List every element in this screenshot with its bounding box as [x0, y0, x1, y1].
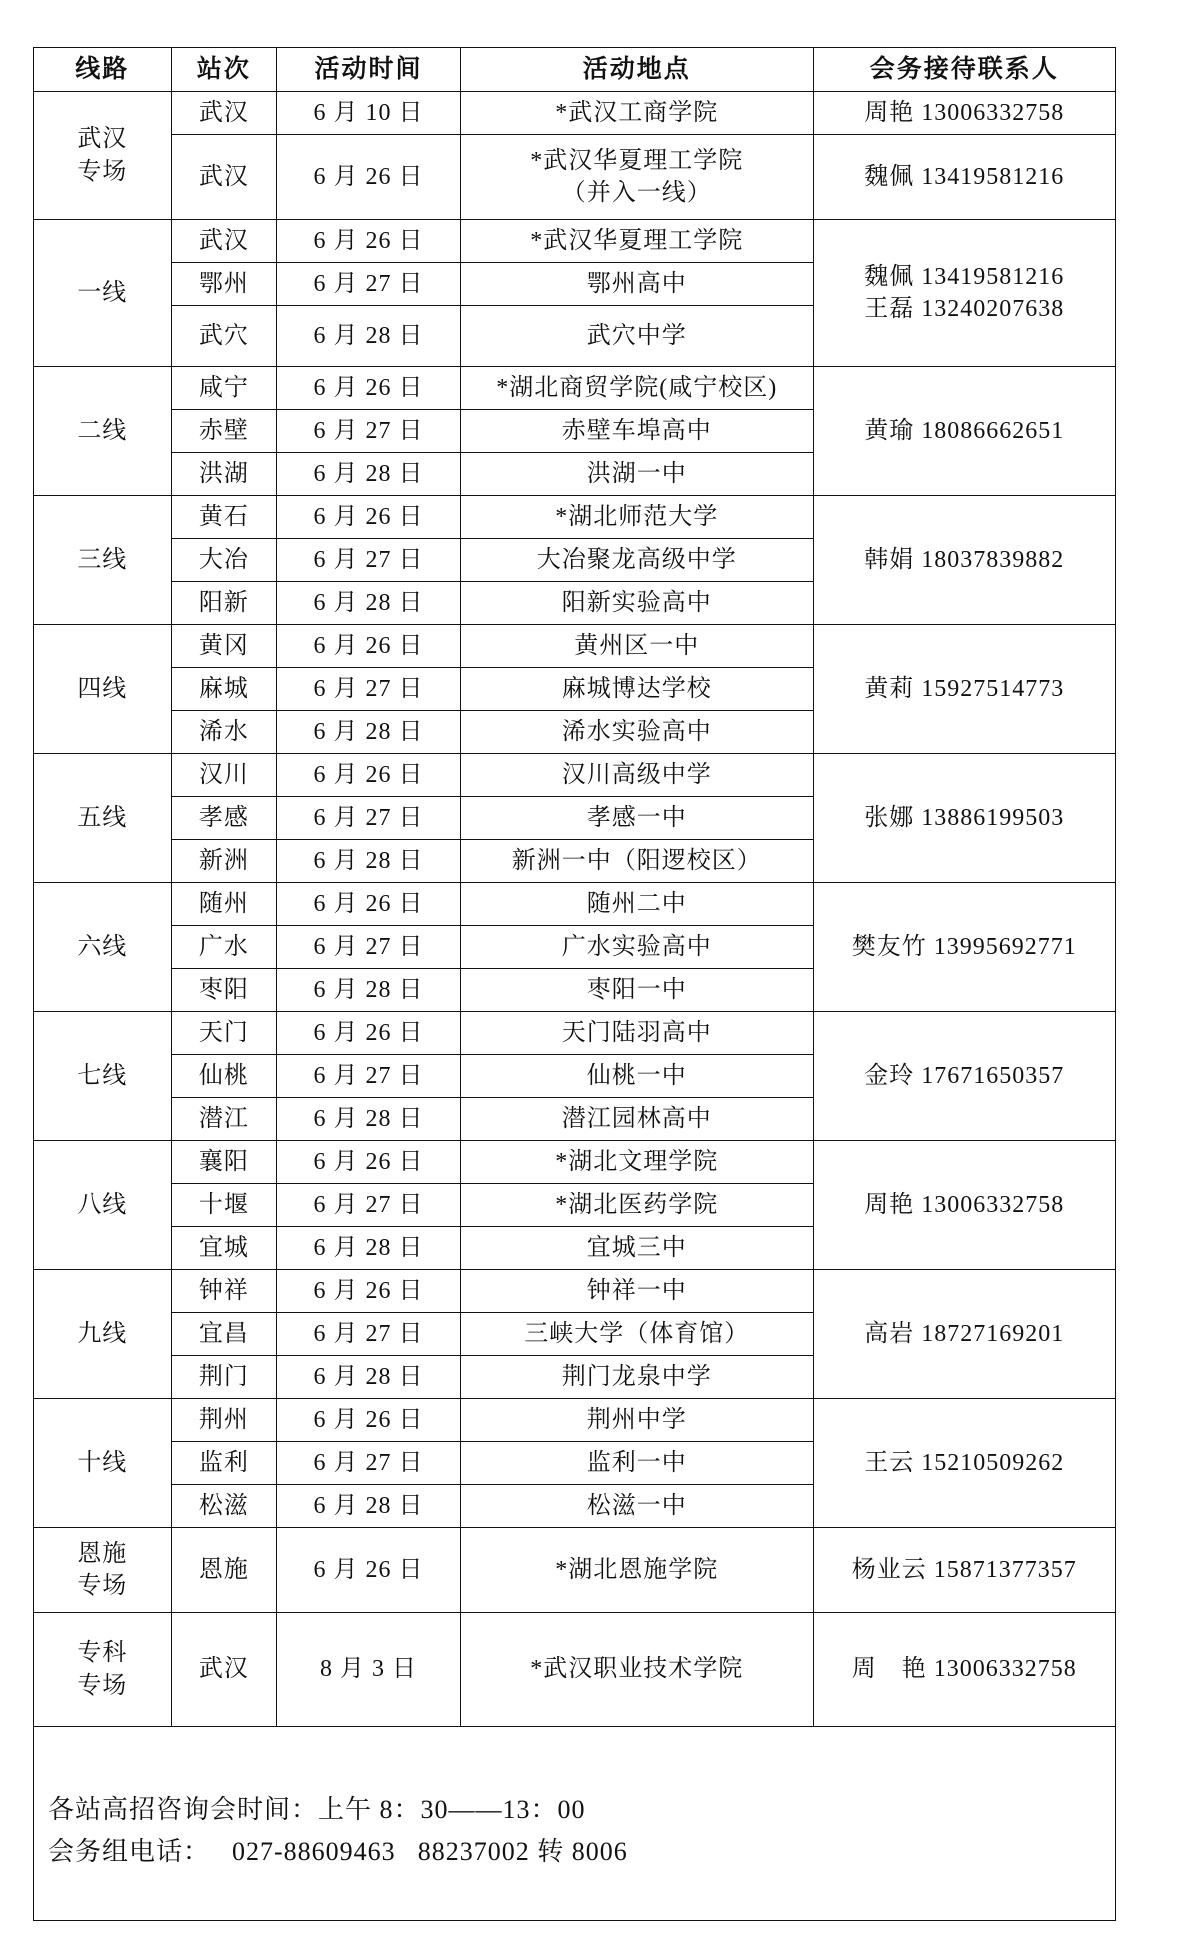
venue-cell: *湖北商贸学院(咸宁校区) — [460, 367, 813, 410]
venue-cell: *武汉职业技术学院 — [460, 1613, 813, 1727]
line-label: 五线 — [34, 754, 172, 883]
footer-row — [34, 1727, 1116, 1921]
phone-number-1: 027-88609463 — [232, 1837, 396, 1866]
contact-cell: 高岩 18727169201 — [813, 1270, 1115, 1399]
date-cell: 6 月 26 日 — [277, 1270, 461, 1313]
station-cell: 宜城 — [171, 1227, 276, 1270]
venue-cell: 汉川高级中学 — [460, 754, 813, 797]
schedule-table — [33, 47, 1116, 1921]
line-label: 一线 — [34, 220, 172, 367]
table-row — [34, 1270, 1116, 1313]
table-row — [34, 496, 1116, 539]
date-cell: 6 月 10 日 — [277, 92, 461, 135]
date-cell: 6 月 28 日 — [277, 711, 461, 754]
station-cell: 洪湖 — [171, 453, 276, 496]
line-label: 三线 — [34, 496, 172, 625]
date-cell: 6 月 27 日 — [277, 926, 461, 969]
venue-cell: 阳新实验高中 — [460, 582, 813, 625]
date-cell: 6 月 27 日 — [277, 263, 461, 306]
table-row — [34, 1399, 1116, 1442]
station-cell: 天门 — [171, 1012, 276, 1055]
table-row — [34, 1613, 1116, 1727]
venue-cell: 天门陆羽高中 — [460, 1012, 813, 1055]
header-contact: 会务接待联系人 — [813, 48, 1115, 92]
date-cell: 6 月 26 日 — [277, 625, 461, 668]
contact-text: 魏佩 13419581216 — [864, 263, 1065, 290]
table-row — [34, 92, 1116, 135]
line-label: 六线 — [34, 883, 172, 1012]
header-date: 活动时间 — [277, 48, 461, 92]
table-row — [34, 1141, 1116, 1184]
date-cell: 6 月 26 日 — [277, 367, 461, 410]
station-cell: 麻城 — [171, 668, 276, 711]
station-cell: 阳新 — [171, 582, 276, 625]
venue-note: （并入一线） — [561, 180, 712, 206]
venue-cell: *武汉华夏理工学院 — [460, 220, 813, 263]
contact-cell: 韩娟 18037839882 — [813, 496, 1115, 625]
contact-cell: 张娜 13886199503 — [813, 754, 1115, 883]
venue-cell: 广水实验高中 — [460, 926, 813, 969]
header-line: 线路 — [34, 48, 172, 92]
date-cell: 8 月 3 日 — [277, 1613, 461, 1727]
header-venue: 活动地点 — [460, 48, 813, 92]
contact-cell: 魏佩 13419581216 — [813, 135, 1115, 220]
venue-cell: 荆州中学 — [460, 1399, 813, 1442]
date-cell: 6 月 27 日 — [277, 1313, 461, 1356]
line-label: 七线 — [34, 1012, 172, 1141]
date-cell: 6 月 27 日 — [277, 539, 461, 582]
contact-cell: 杨业云 15871377357 — [813, 1528, 1115, 1613]
station-cell: 仙桃 — [171, 1055, 276, 1098]
date-cell: 6 月 26 日 — [277, 1399, 461, 1442]
contact-cell: 黄瑜 18086662651 — [813, 367, 1115, 496]
station-cell: 浠水 — [171, 711, 276, 754]
table-row — [34, 135, 1116, 220]
line-label-text: 专场 — [77, 158, 128, 185]
date-cell: 6 月 28 日 — [277, 1485, 461, 1528]
date-cell: 6 月 27 日 — [277, 1055, 461, 1098]
contact-cell: 王云 15210509262 — [813, 1399, 1115, 1528]
station-cell: 十堰 — [171, 1184, 276, 1227]
contact-cell: 黄莉 15927514773 — [813, 625, 1115, 754]
venue-cell: *湖北师范大学 — [460, 496, 813, 539]
date-cell: 6 月 28 日 — [277, 582, 461, 625]
contact-cell: 周艳 13006332758 — [813, 92, 1115, 135]
table-row — [34, 220, 1116, 263]
venue-cell: *湖北恩施学院 — [460, 1528, 813, 1613]
venue-cell: 三峡大学（体育馆） — [460, 1313, 813, 1356]
phone-label: 会务组电话： — [48, 1837, 211, 1866]
venue-cell: 监利一中 — [460, 1442, 813, 1485]
venue-cell: *武汉工商学院 — [460, 92, 813, 135]
station-cell: 武汉 — [171, 135, 276, 220]
consult-time-line — [48, 1789, 1115, 1831]
station-cell: 武汉 — [171, 1613, 276, 1727]
line-label: 四线 — [34, 625, 172, 754]
line-label — [34, 92, 172, 220]
date-cell: 6 月 27 日 — [277, 668, 461, 711]
venue-cell: 浠水实验高中 — [460, 711, 813, 754]
line-label — [34, 1528, 172, 1613]
station-cell: 黄石 — [171, 496, 276, 539]
venue-cell: 赤壁车埠高中 — [460, 410, 813, 453]
header-row — [34, 48, 1116, 92]
contact-cell: 周艳 13006332758 — [813, 1141, 1115, 1270]
venue-cell: 麻城博达学校 — [460, 668, 813, 711]
header-station: 站次 — [171, 48, 276, 92]
station-cell: 枣阳 — [171, 969, 276, 1012]
venue-cell: 钟祥一中 — [460, 1270, 813, 1313]
date-cell: 6 月 27 日 — [277, 1442, 461, 1485]
station-cell: 鄂州 — [171, 263, 276, 306]
station-cell: 潜江 — [171, 1098, 276, 1141]
venue-cell: 新洲一中（阳逻校区） — [460, 840, 813, 883]
station-cell: 大冶 — [171, 539, 276, 582]
line-label-text: 恩施 — [77, 1540, 128, 1567]
venue-cell: 枣阳一中 — [460, 969, 813, 1012]
venue-cell: 随州二中 — [460, 883, 813, 926]
contact-cell: 樊友竹 13995692771 — [813, 883, 1115, 1012]
line-label-text: 武汉 — [77, 126, 128, 153]
contact-text: 王磊 13240207638 — [864, 296, 1065, 322]
venue-cell: 鄂州高中 — [460, 263, 813, 306]
station-cell: 荆州 — [171, 1399, 276, 1442]
table-row — [34, 1012, 1116, 1055]
station-cell: 监利 — [171, 1442, 276, 1485]
venue-cell: 洪湖一中 — [460, 453, 813, 496]
date-cell: 6 月 28 日 — [277, 1098, 461, 1141]
venue-cell: 松滋一中 — [460, 1485, 813, 1528]
venue-cell: 宜城三中 — [460, 1227, 813, 1270]
date-cell: 6 月 26 日 — [277, 883, 461, 926]
table-row — [34, 1528, 1116, 1613]
date-cell: 6 月 28 日 — [277, 969, 461, 1012]
date-cell: 6 月 26 日 — [277, 1528, 461, 1613]
table-row — [34, 625, 1116, 668]
station-cell: 随州 — [171, 883, 276, 926]
date-cell: 6 月 26 日 — [277, 1141, 461, 1184]
station-cell: 恩施 — [171, 1528, 276, 1613]
line-label — [34, 1613, 172, 1727]
line-label-text: 专场 — [77, 1573, 128, 1599]
station-cell: 新洲 — [171, 840, 276, 883]
station-cell: 黄冈 — [171, 625, 276, 668]
footer-cell — [34, 1727, 1116, 1921]
phone-number-2: 88237002 转 8006 — [417, 1837, 628, 1866]
station-cell: 武汉 — [171, 92, 276, 135]
venue-cell: 大冶聚龙高级中学 — [460, 539, 813, 582]
table-row — [34, 367, 1116, 410]
venue-cell: 孝感一中 — [460, 797, 813, 840]
date-cell: 6 月 26 日 — [277, 496, 461, 539]
date-cell: 6 月 27 日 — [277, 410, 461, 453]
station-cell: 宜昌 — [171, 1313, 276, 1356]
date-cell: 6 月 26 日 — [277, 1012, 461, 1055]
station-cell: 咸宁 — [171, 367, 276, 410]
venue-cell: 仙桃一中 — [460, 1055, 813, 1098]
station-cell: 广水 — [171, 926, 276, 969]
station-cell: 赤壁 — [171, 410, 276, 453]
venue-cell: 黄州区一中 — [460, 625, 813, 668]
line-label: 十线 — [34, 1399, 172, 1528]
venue-cell: *湖北医药学院 — [460, 1184, 813, 1227]
line-label-text: 专场 — [77, 1672, 128, 1699]
date-cell: 6 月 28 日 — [277, 840, 461, 883]
venue-cell — [460, 135, 813, 220]
station-cell: 武汉 — [171, 220, 276, 263]
line-label: 二线 — [34, 367, 172, 496]
date-cell: 6 月 28 日 — [277, 453, 461, 496]
station-cell: 武穴 — [171, 306, 276, 367]
venue-text: *武汉华夏理工学院 — [530, 147, 744, 174]
contact-cell: 金玲 17671650357 — [813, 1012, 1115, 1141]
line-label: 八线 — [34, 1141, 172, 1270]
station-cell: 松滋 — [171, 1485, 276, 1528]
date-cell: 6 月 28 日 — [277, 1227, 461, 1270]
date-cell: 6 月 26 日 — [277, 135, 461, 220]
venue-cell: 潜江园林高中 — [460, 1098, 813, 1141]
phone-line — [48, 1831, 1115, 1873]
table-row — [34, 754, 1116, 797]
station-cell: 襄阳 — [171, 1141, 276, 1184]
date-cell: 6 月 28 日 — [277, 1356, 461, 1399]
line-label: 九线 — [34, 1270, 172, 1399]
date-cell: 6 月 27 日 — [277, 1184, 461, 1227]
venue-cell: 武穴中学 — [460, 306, 813, 367]
date-cell: 6 月 26 日 — [277, 220, 461, 263]
footer-notes — [48, 1789, 1115, 1873]
station-cell: 钟祥 — [171, 1270, 276, 1313]
date-cell: 6 月 26 日 — [277, 754, 461, 797]
date-cell: 6 月 27 日 — [277, 797, 461, 840]
contact-cell: 周 艳 13006332758 — [813, 1613, 1115, 1727]
venue-cell: 荆门龙泉中学 — [460, 1356, 813, 1399]
date-cell: 6 月 28 日 — [277, 306, 461, 367]
station-cell: 荆门 — [171, 1356, 276, 1399]
station-cell: 孝感 — [171, 797, 276, 840]
consult-time-label: 各站高招咨询会时间： — [48, 1795, 319, 1824]
station-cell: 汉川 — [171, 754, 276, 797]
table-row — [34, 883, 1116, 926]
line-label-text: 专科 — [77, 1640, 128, 1667]
venue-cell: *湖北文理学院 — [460, 1141, 813, 1184]
consult-time-value: 上午 8：30——13：00 — [318, 1795, 586, 1824]
contact-cell — [813, 220, 1115, 367]
